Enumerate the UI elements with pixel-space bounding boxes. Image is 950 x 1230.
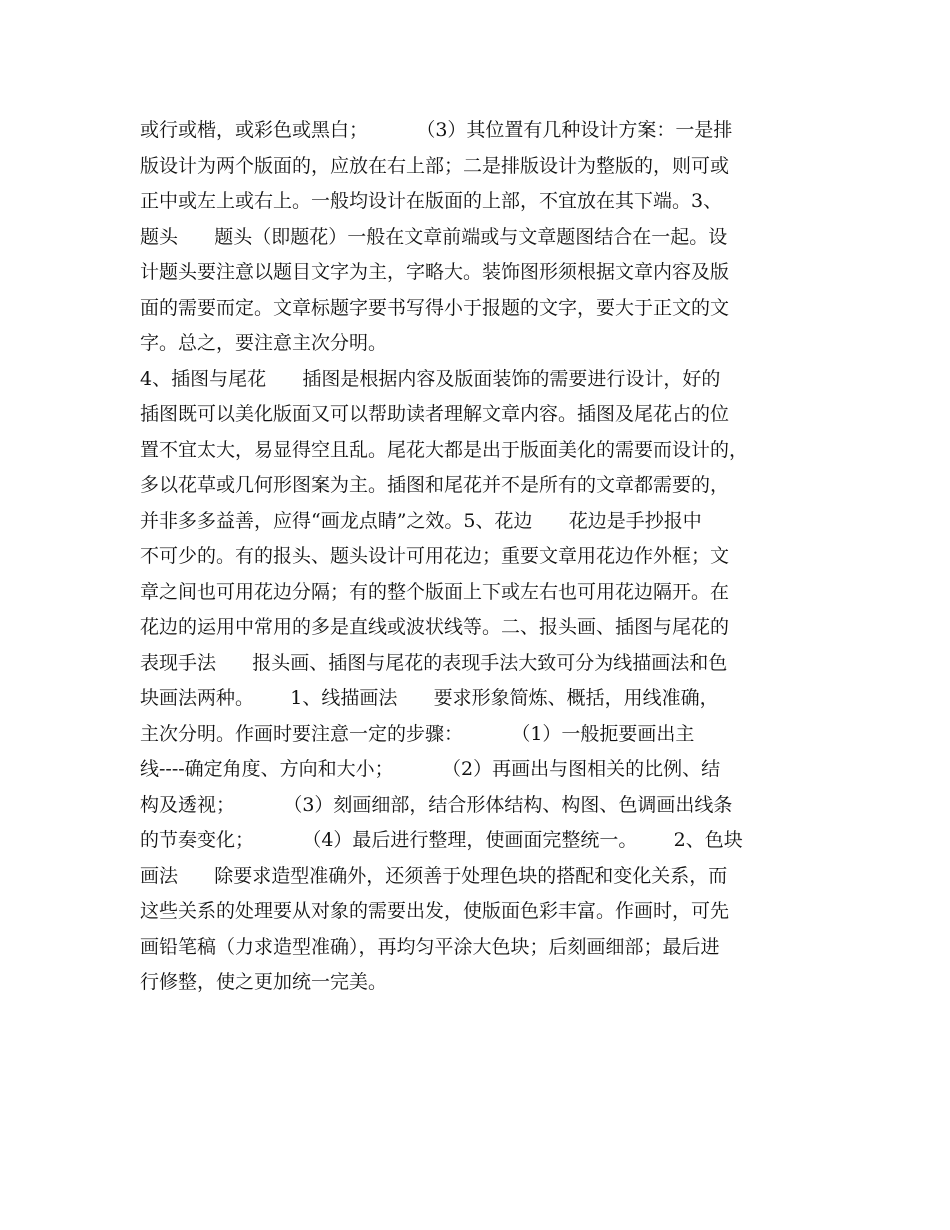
- text-line: 构及透视； （3）刻画细部，结合形体结构、构图、色调画出线条: [140, 793, 733, 816]
- text-line: 4、插图与尾花 插图是根据内容及版面装饰的需要进行设计，好的: [140, 367, 721, 390]
- text-line: 画铅笔稿（力求造型准确），再均匀平涂大色块；后刻画细部；最后进: [140, 935, 720, 958]
- text-line: 花边的运用中常用的多是直线或波状线等。二、报头画、插图与尾花的: [140, 616, 730, 638]
- text-line: 块画法两种。 1、线描画法 要求形象简炼、概括，用线准确，: [140, 687, 719, 709]
- document-body: [140, 113, 830, 1001]
- text-line: 表现手法 报头画、插图与尾花的表现手法大致可分为线描画法和色: [140, 651, 728, 674]
- text-line: 线----确定角度、方向和大小； （2）再画出与图相关的比例、结: [140, 758, 721, 780]
- text-line: 面的需要而定。文章标题字要书写得小于报题的文字，要大于正文的文: [140, 296, 730, 319]
- text-line: 插图既可以美化版面又可以帮助读者理解文章内容。插图及尾花占的位: [140, 403, 730, 425]
- text-line: 并非多多益善，应得“画龙点睛”之效。5、花边 花边是手抄报中: [140, 509, 702, 532]
- text-line: 行修整，使之更加统一完美。: [140, 971, 388, 993]
- text-line: 章之间也可用花边分隔；有的整个版面上下或左右也可用花边隔开。在: [140, 580, 730, 603]
- text-line: 版设计为两个版面的，应放在右上部；二是排版设计为整版的，则可或: [140, 154, 730, 177]
- text-line: 正中或左上或右上。一般均设计在版面的上部，不宜放在其下端。3、: [140, 190, 723, 212]
- text-line: 多以花草或几何形图案为主。插图和尾花并不是所有的文章都需要的，: [140, 474, 730, 496]
- text-line: 计题头要注意以题目文字为主，字略大。装饰图形须根据文章内容及版: [140, 261, 730, 283]
- text-line: 置不宜太大，易显得空且乱。尾花大都是出于版面美化的需要而设计的，: [140, 438, 749, 461]
- text-line: 或行或楷，或彩色或黑白； （3）其位置有几种设计方案：一是排: [140, 119, 733, 141]
- text-line: 画法 除要求造型准确外，还须善于处理色块的搭配和变化关系，而: [140, 864, 728, 887]
- text-line: 字。总之，要注意主次分明。: [140, 332, 388, 354]
- text-line: 题头 题头（即题花）一般在文章前端或与文章题图结合在一起。设: [140, 225, 728, 248]
- text-line: 不可少的。有的报头、题头设计可用花边；重要文章用花边作外框；文: [140, 545, 730, 567]
- text-line: 的节奏变化； （4）最后进行整理，使画面完整统一。 2、色块: [140, 829, 743, 851]
- text-line: 这些关系的处理要从对象的需要出发，使版面色彩丰富。作画时，可先: [140, 900, 730, 922]
- text-line: 主次分明。作画时要注意一定的步骤： （1）一般扼要画出主: [140, 722, 695, 745]
